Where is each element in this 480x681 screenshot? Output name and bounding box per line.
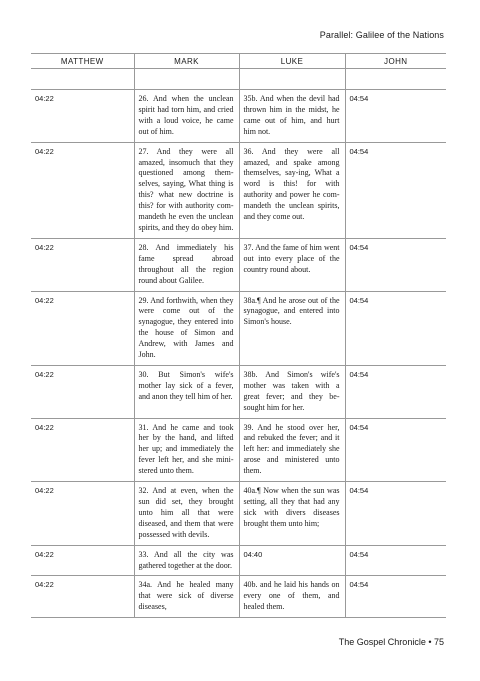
john-ref: 04:54 xyxy=(345,90,446,143)
matthew-ref: 04:22 xyxy=(31,291,134,365)
page-footer: The Gospel Chronicle • 75 xyxy=(338,637,444,647)
column-header-mark: MARK xyxy=(134,54,239,69)
table-body xyxy=(31,69,446,618)
parallel-table xyxy=(31,53,446,618)
matthew-ref: 04:22 xyxy=(31,142,134,238)
table-row xyxy=(31,545,446,576)
luke-verse: 37. And the fame of him went out into every place of the country round about. xyxy=(239,238,345,291)
table-row xyxy=(31,142,446,238)
column-header-luke: LUKE xyxy=(239,54,345,69)
table-row xyxy=(31,238,446,291)
spacer-row xyxy=(31,69,446,90)
matthew-ref: 04:22 xyxy=(31,545,134,576)
john-ref: 04:54 xyxy=(345,291,446,365)
column-header-john: JOHN xyxy=(345,54,446,69)
matthew-ref: 04:22 xyxy=(31,238,134,291)
mark-verse: 28. And immediately his fame spread abroad throughout all the region round about Galilee. xyxy=(134,238,239,291)
mark-verse: 30. But Simon's wife's mother lay sick of a fever, and anon they tell him of her. xyxy=(134,365,239,418)
table-row xyxy=(31,482,446,546)
luke-verse: 35b. And when the devil had thrown him in the midst, he came out of him, and hurt him not. xyxy=(239,90,345,143)
john-ref: 04:54 xyxy=(345,576,446,618)
luke-verse: 38b. And Simon's wife's mother was taken with a great fever; and they be-sought him for her. xyxy=(239,365,345,418)
john-ref: 04:54 xyxy=(345,545,446,576)
table-header xyxy=(31,54,446,69)
john-ref: 04:54 xyxy=(345,418,446,482)
mark-verse: 27. And they were all amazed, insomuch that they questioned among them-selves, saying, What thing is this? what new doctrine is this? for with authority com-mandeth he even the unclean spirits, and they do obey him. xyxy=(134,142,239,238)
matthew-ref: 04:22 xyxy=(31,482,134,546)
luke-verse: 39. And he stood over her, and rebuked the fever; and it left her: and immediately she arose and ministered unto them. xyxy=(239,418,345,482)
luke-verse: 36. And they were all amazed, and spake among themselves, say-ing, What a word is this! for with authority and power he com-mandeth the unclean spirits, and they come out. xyxy=(239,142,345,238)
luke-ref: 04:40 xyxy=(239,545,345,576)
mark-verse: 31. And he came and took her by the hand, and lifted her up; and immediately the fever left her, and she mini-stered unto them. xyxy=(134,418,239,482)
column-header-matthew: MATTHEW xyxy=(31,54,134,69)
john-ref: 04:54 xyxy=(345,482,446,546)
mark-verse: 29. And forthwith, when they were come out of the synagogue, they entered into the house of Simon and Andrew, with James and John. xyxy=(134,291,239,365)
matthew-ref: 04:22 xyxy=(31,576,134,618)
mark-verse: 34a. And he healed many that were sick of diverse diseases, xyxy=(134,576,239,618)
john-ref: 04:54 xyxy=(345,142,446,238)
running-header: Parallel: Galilee of the Nations xyxy=(319,30,444,40)
luke-verse: 40a.¶ Now when the sun was setting, all they that had any sick with divers diseases brought them unto him; xyxy=(239,482,345,546)
john-ref: 04:54 xyxy=(345,365,446,418)
mark-verse: 33. And all the city was gathered together at the door. xyxy=(134,545,239,576)
mark-verse: 32. And at even, when the sun did set, they brought unto him all that were diseased, and them that were possessed with devils. xyxy=(134,482,239,546)
table-row xyxy=(31,291,446,365)
luke-verse: 38a.¶ And he arose out of the synagogue, and entered into Simon's house. xyxy=(239,291,345,365)
table-row xyxy=(31,576,446,618)
john-ref: 04:54 xyxy=(345,238,446,291)
table-row xyxy=(31,90,446,143)
matthew-ref: 04:22 xyxy=(31,90,134,143)
table-row xyxy=(31,365,446,418)
luke-verse: 40b. and he laid his hands on every one of them, and healed them. xyxy=(239,576,345,618)
mark-verse: 26. And when the unclean spirit had torn him, and cried with a loud voice, he came out of him. xyxy=(134,90,239,143)
matthew-ref: 04:22 xyxy=(31,418,134,482)
table-row xyxy=(31,418,446,482)
matthew-ref: 04:22 xyxy=(31,365,134,418)
